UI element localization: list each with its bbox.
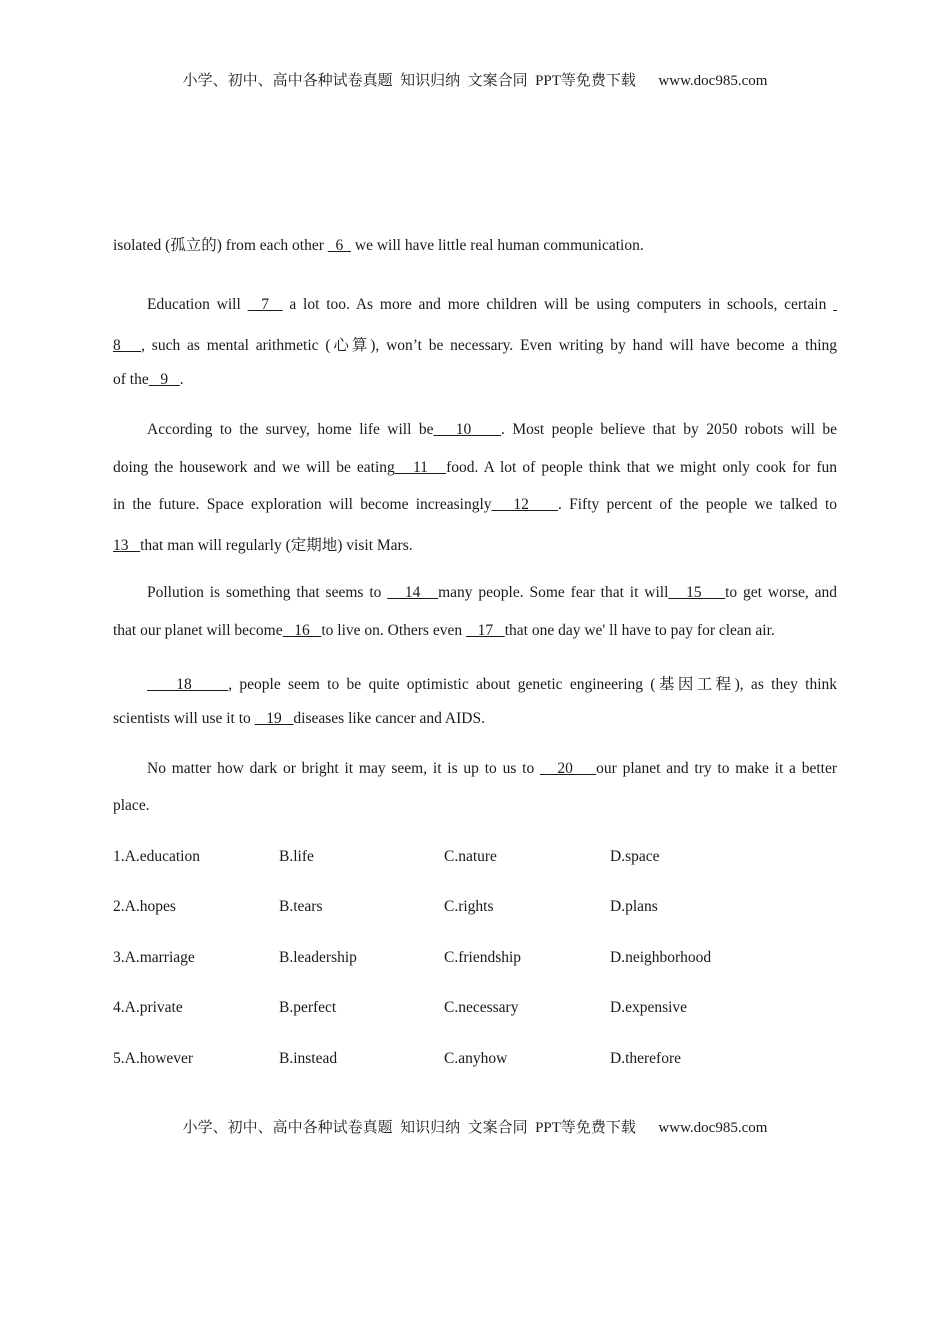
text-span: our planet and try to make it a better: [596, 760, 838, 777]
text-span: that our planet will become: [113, 622, 283, 639]
text-span: in the future. Space exploration will become increasingly: [113, 496, 492, 513]
text-span: to get worse, and: [725, 584, 838, 601]
blank-8-start: [833, 296, 837, 313]
passage-line: [113, 622, 837, 640]
passage-line: [113, 797, 837, 815]
option-4a: 4.A.private: [113, 999, 183, 1016]
text-span: Pollution is something that seems to: [147, 584, 388, 601]
text-span: No matter how dark or bright it may seem, it is up to us to: [147, 760, 541, 777]
text-span: we will have little real human communication.: [351, 237, 644, 254]
blank-12: 12: [491, 496, 558, 513]
option-1d: D.space: [610, 848, 660, 865]
text-span: many people. Some fear that it will: [438, 584, 669, 601]
text-span: . Fifty percent of the people we talked to: [557, 496, 837, 513]
passage-line: [113, 533, 837, 555]
text-span: that one day we' ll have to pay for clean air.: [504, 622, 775, 639]
passage-line: [113, 584, 837, 602]
option-3a: 3.A.marriage: [113, 949, 195, 966]
passage-line: [113, 710, 837, 728]
passage-line: [113, 760, 837, 778]
text-span: isolated (孤立的) from each other: [113, 237, 328, 254]
text-span: diseases like cancer and AIDS.: [293, 710, 485, 727]
option-3c: C.friendship: [444, 949, 522, 966]
passage-line: [113, 672, 837, 694]
option-3b: B.leadership: [279, 949, 357, 966]
option-5a: 5.A.however: [113, 1050, 194, 1067]
blank-19: 19: [254, 710, 294, 727]
blank-17: 17: [465, 622, 505, 639]
option-2c: C.rights: [444, 898, 494, 915]
option-2b: B.tears: [279, 898, 323, 915]
blank-14: 14: [387, 584, 439, 601]
blank-10: 10: [433, 421, 502, 438]
passage-line: [113, 233, 837, 255]
text-span: place.: [113, 797, 150, 814]
passage-line: [113, 371, 837, 389]
option-1a: 1.A.education: [113, 848, 200, 865]
option-2a: 2.A.hopes: [113, 898, 176, 915]
blank-13: 13: [113, 537, 141, 554]
blank-9: 9: [148, 371, 180, 388]
passage-line: [113, 496, 837, 514]
text-span: food. A lot of people think that we might only cook for fun: [446, 459, 837, 476]
passage-line: [113, 459, 837, 477]
text-span: that man will regularly (定期地) visit Mars.: [140, 537, 413, 554]
option-2d: D.plans: [610, 898, 658, 915]
option-4b: B.perfect: [279, 999, 337, 1016]
blank-18: 18: [147, 676, 229, 693]
passage-line: [113, 421, 837, 439]
option-5c: C.anyhow: [444, 1050, 508, 1067]
blank-7: 7: [247, 296, 283, 313]
text-span: doing the housework and we will be eating: [113, 459, 395, 476]
passage-line: [113, 333, 837, 355]
text-span: .: [179, 371, 184, 388]
passage-line: [113, 296, 837, 314]
option-4c: C.necessary: [444, 999, 519, 1016]
text-span: , people seem to be quite optimistic about genetic engineering (基因工程), as they think: [228, 676, 837, 693]
option-5d: D.therefore: [610, 1050, 681, 1067]
text-span: to live on. Others even: [321, 622, 466, 639]
option-4d: D.expensive: [610, 999, 688, 1016]
text-span: According to the survey, home life will be: [147, 421, 434, 438]
text-span: of the: [113, 371, 149, 388]
option-3d: D.neighborhood: [610, 949, 712, 966]
text-span: a lot too. As more and more children will be using computers in schools, certain: [282, 296, 834, 313]
text-span: . Most people believe that by 2050 robots will be: [501, 421, 837, 438]
option-5b: B.instead: [279, 1050, 338, 1067]
option-1b: B.life: [279, 848, 314, 865]
text-span: , such as mental arithmetic (心算), won’t be necessary. Even writing by hand will have become a thing: [141, 337, 838, 354]
text-span: Education will: [147, 296, 248, 313]
blank-15: 15: [668, 584, 726, 601]
blank-16: 16: [282, 622, 322, 639]
text-span: scientists will use it to: [113, 710, 255, 727]
blank-20: 20: [540, 760, 597, 777]
page-header: 小学、初中、高中各种试卷真题 知识归纳 文案合同 PPT等免费下载 www.doc985.com: [182, 73, 768, 89]
blank-6: 6: [327, 237, 352, 254]
blank-11: 11: [394, 459, 447, 476]
blank-8: 8: [113, 337, 142, 354]
page-footer: 小学、初中、高中各种试卷真题 知识归纳 文案合同 PPT等免费下载 www.doc985.com: [182, 1120, 768, 1136]
option-1c: C.nature: [444, 848, 497, 865]
